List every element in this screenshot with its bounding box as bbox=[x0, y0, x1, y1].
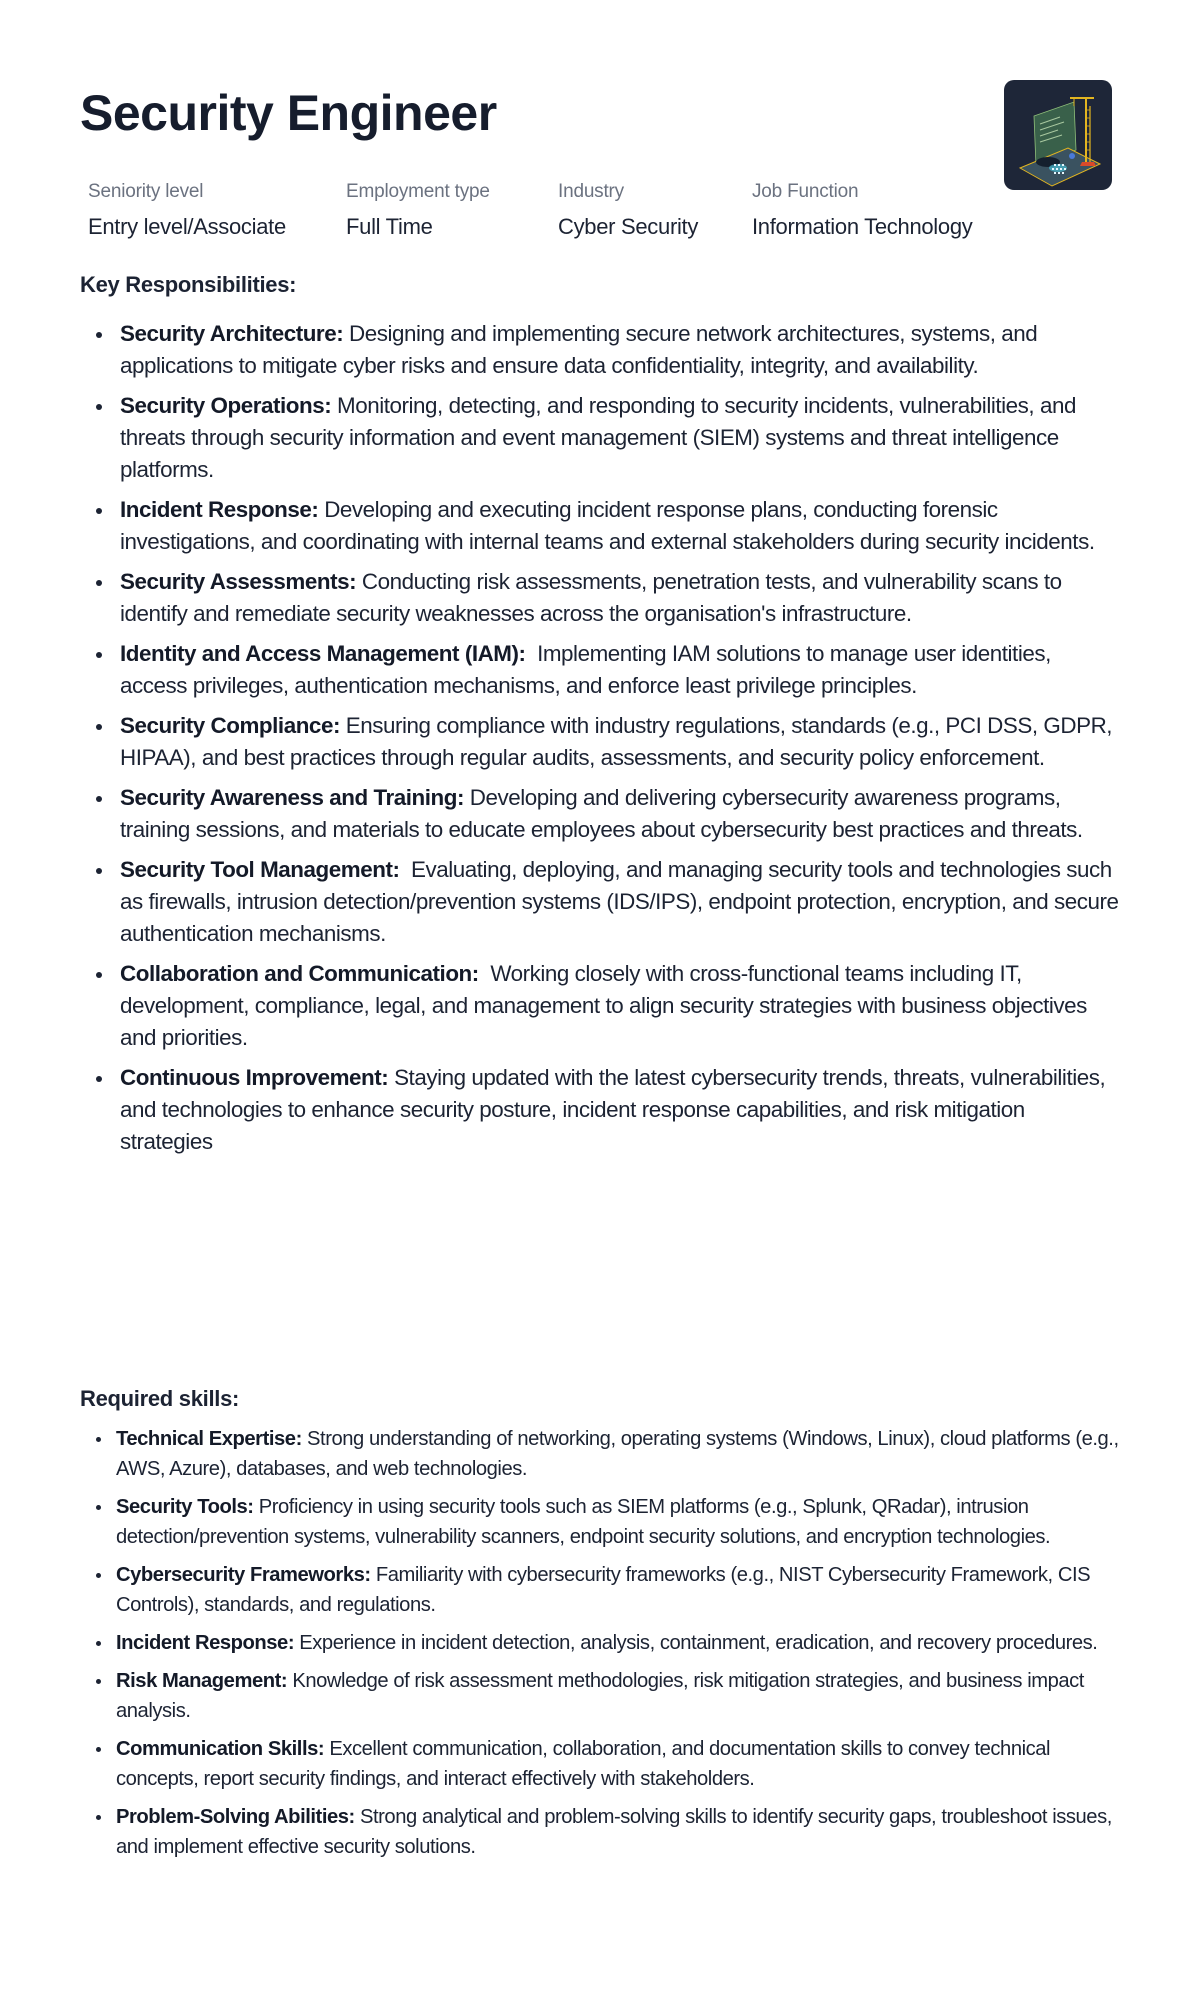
item-title: Risk Management: bbox=[116, 1670, 288, 1692]
item-text: Working closely with cross-functional teams including IT, development, compliance, legal, and management to align security strategies with business objectives and priorities. bbox=[120, 961, 1093, 1050]
job-title: Security Engineer bbox=[80, 85, 497, 141]
list-item bbox=[96, 566, 1120, 630]
item-title: Security Tools: bbox=[116, 1496, 254, 1518]
item-title: Security Assessments: bbox=[120, 569, 357, 594]
list-item bbox=[96, 1802, 1120, 1862]
list-item bbox=[96, 958, 1120, 1054]
responsibilities-heading: Key Responsibilities: bbox=[80, 272, 297, 297]
item-title: Problem-Solving Abilities: bbox=[116, 1806, 355, 1828]
list-item bbox=[96, 854, 1125, 950]
item-text: Strong analytical and problem-solving skills to identify security gaps, troubleshoot issues, and implement effective security solutions. bbox=[116, 1806, 1112, 1858]
meta-label: Employment type bbox=[346, 181, 490, 202]
item-text: Staying updated with the latest cybersecurity trends, threats, vulnerabilities, and technologies to enhance security posture, incident response capabilities, and risk mitigation strategies bbox=[120, 1065, 1106, 1154]
list-item bbox=[96, 710, 1120, 774]
meta-value: Information Technology bbox=[752, 214, 973, 239]
job-meta bbox=[88, 178, 1012, 242]
list-item bbox=[96, 1666, 1120, 1726]
meta-industry bbox=[558, 178, 752, 242]
list-item bbox=[96, 1424, 1120, 1484]
item-text: Familiarity with cybersecurity frameworks (e.g., NIST Cybersecurity Framework, CIS Controls), standards, and regulations. bbox=[116, 1564, 1091, 1616]
item-title: Security Awareness and Training: bbox=[120, 785, 464, 810]
item-text: Developing and delivering cybersecurity awareness programs, training sessions, and materials to educate employees about cybersecurity best practices and threats. bbox=[120, 785, 1083, 842]
responsibilities-list bbox=[96, 318, 1125, 1166]
item-title: Identity and Access Management (IAM): bbox=[120, 641, 526, 666]
meta-label: Job Function bbox=[752, 181, 859, 202]
list-item bbox=[96, 1628, 1120, 1658]
item-title: Security Operations: bbox=[120, 393, 332, 418]
list-item bbox=[96, 638, 1120, 702]
item-text: Excellent communication, collaboration, and documentation skills to convey technical concepts, report security findings, and interact effectively with stakeholders. bbox=[116, 1738, 1051, 1790]
company-logo bbox=[1004, 80, 1112, 190]
skills-heading: Required skills: bbox=[80, 1386, 240, 1411]
item-text: Designing and implementing secure network architectures, systems, and applications to mitigate cyber risks and ensure data confidentiality, integrity, and availability. bbox=[120, 321, 1038, 378]
list-item bbox=[96, 390, 1120, 486]
item-text: Evaluating, deploying, and managing security tools and technologies such as firewalls, intrusion detection/prevention systems (IDS/IPS), endpoint protection, encryption, and secure authentication mechanisms. bbox=[120, 857, 1125, 946]
meta-employment-type bbox=[346, 178, 558, 242]
item-text: Strong understanding of networking, operating systems (Windows, Linux), cloud platforms (e.g., AWS, Azure), databases, and web technologies. bbox=[116, 1428, 1119, 1480]
item-text: Implementing IAM solutions to manage user identities, access privileges, authentication mechanisms, and enforce least privilege principles. bbox=[120, 641, 1057, 698]
item-title: Collaboration and Communication: bbox=[120, 961, 479, 986]
item-text: Ensuring compliance with industry regulations, standards (e.g., PCI DSS, GDPR, HIPAA), and best practices through regular audits, assessments, and security policy enforcement. bbox=[120, 713, 1113, 770]
item-title: Security Compliance: bbox=[120, 713, 340, 738]
item-text: Developing and executing incident response plans, conducting forensic investigations, and coordinating with internal teams and external stakeholders during security incidents. bbox=[120, 497, 1095, 554]
item-text: Monitoring, detecting, and responding to security incidents, vulnerabilities, and threats through security information and event management (SIEM) systems and threat intelligence platforms. bbox=[120, 393, 1076, 482]
item-title: Continuous Improvement: bbox=[120, 1065, 389, 1090]
item-text: Knowledge of risk assessment methodologies, risk mitigation strategies, and business impact analysis. bbox=[116, 1670, 1084, 1722]
list-item bbox=[96, 1062, 1120, 1158]
cyber-laptop-crane-icon bbox=[1004, 80, 1112, 190]
list-item bbox=[96, 494, 1120, 558]
meta-seniority bbox=[88, 178, 346, 242]
item-title: Technical Expertise: bbox=[116, 1428, 302, 1450]
item-text: Proficiency in using security tools such as SIEM platforms (e.g., Splunk, QRadar), intrusion detection/prevention systems, vulnerability scanners, endpoint security solutions, and encryption technologies. bbox=[116, 1496, 1051, 1548]
list-item bbox=[96, 1560, 1120, 1620]
meta-label: Industry bbox=[558, 181, 624, 202]
item-title: Communication Skills: bbox=[116, 1738, 325, 1760]
list-item bbox=[96, 318, 1120, 382]
item-title: Incident Response: bbox=[120, 497, 319, 522]
item-title: Incident Response: bbox=[116, 1632, 295, 1654]
item-text: Experience in incident detection, analysis, containment, eradication, and recovery procedures. bbox=[294, 1632, 1098, 1654]
item-title: Security Architecture: bbox=[120, 321, 344, 346]
item-title: Security Tool Management: bbox=[120, 857, 400, 882]
item-title: Cybersecurity Frameworks: bbox=[116, 1564, 371, 1586]
meta-label: Seniority level bbox=[88, 181, 204, 202]
item-text: Conducting risk assessments, penetration tests, and vulnerability scans to identify and remediate security weaknesses across the organisation's infrastructure. bbox=[120, 569, 1062, 626]
list-item bbox=[96, 1734, 1120, 1794]
meta-job-function bbox=[752, 178, 1012, 242]
list-item bbox=[96, 782, 1120, 846]
list-item bbox=[96, 1492, 1120, 1552]
skills-list bbox=[96, 1424, 1120, 1870]
meta-value: Full Time bbox=[346, 214, 433, 239]
meta-value: Cyber Security bbox=[558, 214, 699, 239]
meta-value: Entry level/Associate bbox=[88, 214, 286, 239]
